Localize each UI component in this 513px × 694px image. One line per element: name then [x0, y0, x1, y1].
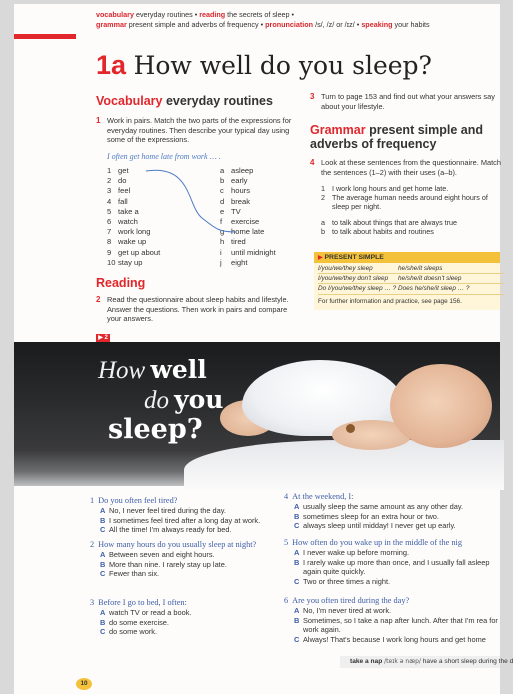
- answer-option[interactable]: [90, 618, 286, 628]
- answer-option[interactable]: [284, 548, 500, 558]
- present-simple-header: ▶ PRESENT SIMPLE: [314, 252, 500, 263]
- use-item: [321, 227, 503, 236]
- answer-text: do some exercise.: [109, 617, 169, 627]
- match-item-left-key: 9: [107, 247, 112, 257]
- answer-letter: B: [100, 617, 106, 627]
- question-label: Before I go to bed, I often:: [98, 598, 187, 607]
- match-item-left-text: do: [118, 176, 127, 186]
- match-item-right-text: early: [231, 176, 248, 186]
- present-simple-box: [314, 252, 500, 310]
- use-item: [321, 218, 503, 227]
- present-simple-footer: For further information and practice, see page 156.: [318, 298, 462, 305]
- contents-line-2: grammar present simple and adverbs of frequency • pronunciation /s/, /z/ or /ɪz/ • speaking your habits: [96, 20, 430, 29]
- match-item-right-key: b: [220, 176, 225, 186]
- answer-option[interactable]: [90, 550, 286, 560]
- answer-text: I never wake up before morning.: [303, 548, 409, 557]
- question-block: [284, 596, 500, 644]
- answer-text: I rarely wake up more than once, and I usually fall asleep again quite quickly.: [303, 557, 490, 576]
- match-item-left-text: stay up: [118, 257, 143, 267]
- present-simple-cell: I/you/we/they sleep: [318, 264, 398, 274]
- match-item-left-key: 8: [107, 237, 112, 247]
- answer-option[interactable]: [90, 560, 286, 570]
- match-item-right-text: until midnight: [231, 247, 276, 257]
- match-item-right-text: tired: [231, 237, 246, 247]
- answer-option[interactable]: [284, 512, 500, 522]
- match-item-left-text: get up about: [118, 247, 161, 257]
- question-block: [90, 538, 289, 579]
- answer-text: All the time! I'm always ready for bed.: [109, 525, 232, 534]
- answer-option[interactable]: [90, 608, 286, 618]
- match-item-right-key: c: [220, 186, 224, 196]
- answer-text: No, I'm never tired at work.: [303, 606, 392, 615]
- top-accent-bar: [14, 34, 76, 39]
- grammar-heading: Grammar present simple and adverbs of frequency: [310, 123, 484, 151]
- lesson-title: [96, 50, 432, 81]
- contents-line-1: vocabulary everyday routines • reading the secrets of sleep •: [96, 10, 295, 19]
- unit-contents-strip: [96, 10, 506, 30]
- match-item-left-text: fall: [118, 196, 128, 206]
- answer-text: Always! That's because I work long hours and get home: [303, 634, 486, 644]
- exercise-1: 1 Work in pairs. Match the two parts of the expressions for everyday routines. Then describe your typical day using some of the expressions.: [96, 116, 292, 144]
- answer-letter: B: [294, 557, 300, 567]
- example-sentence: I often get home late from work … .: [107, 152, 221, 161]
- answer-letter: B: [294, 511, 300, 521]
- match-item-left-key: 4: [107, 196, 112, 206]
- answer-letter: B: [100, 559, 106, 569]
- answer-text: Sometimes, so I take a nap after lunch. After that I'm rea for work again.: [303, 615, 498, 634]
- answer-letter: A: [294, 548, 300, 557]
- use-item-text: to talk about habits and routines: [332, 227, 434, 237]
- answer-text: More than nine. I rarely stay up late.: [109, 559, 227, 569]
- present-simple-cell: I/you/we/they don't sleep: [318, 274, 398, 284]
- match-item-left-text: watch: [118, 217, 138, 227]
- answer-option[interactable]: [284, 521, 500, 531]
- answer-text: Two or three times a night.: [303, 576, 391, 586]
- match-item-right-text: home late: [231, 227, 265, 237]
- audio-track-badge[interactable]: ▶ 2: [96, 334, 110, 342]
- question-text: [90, 496, 286, 506]
- match-item-left-key: 2: [107, 176, 112, 186]
- answer-text: sometimes sleep for an extra hour or two.: [303, 511, 439, 521]
- answer-letter: B: [294, 615, 300, 625]
- answer-letter: C: [100, 627, 106, 636]
- answer-option[interactable]: [284, 635, 500, 645]
- triangle-icon: ▶: [318, 255, 323, 261]
- answer-letter: A: [100, 506, 106, 515]
- question-label: Do you often feel tired?: [98, 496, 178, 505]
- example-item-text: I work long hours and get home late.: [332, 184, 449, 193]
- match-item-right-key: i: [220, 247, 222, 257]
- question-block: [90, 596, 289, 637]
- question-text: [90, 596, 289, 608]
- present-simple-cell: Does he/she/it sleep … ?: [398, 284, 504, 294]
- match-item-right-text: eight: [231, 257, 248, 267]
- match-item-left-key: 5: [107, 206, 112, 216]
- question-number: 1: [90, 496, 95, 505]
- use-item-text: to talk about things that are always true: [332, 218, 458, 227]
- present-simple-cell: he/she/it sleeps: [398, 264, 504, 274]
- exercise-4: 4 Look at these sentences from the questionnaire. Match the sentences (1–2) with their uses (a–b).: [310, 158, 501, 177]
- question-block: [284, 538, 500, 586]
- answer-letter: A: [294, 606, 300, 615]
- answer-letter: C: [294, 576, 300, 586]
- example-item-text: The average human needs around eight hours of sleep per night.: [332, 193, 488, 212]
- answer-text: Fewer than six.: [109, 569, 160, 578]
- match-item-left-key: 10: [107, 257, 116, 267]
- answer-letter: A: [294, 502, 300, 511]
- answer-text: usually sleep the same amount as any other day.: [303, 502, 464, 511]
- use-item-key: a: [321, 218, 325, 227]
- match-item-right-key: a: [220, 166, 225, 175]
- question-label: How many hours do you usually sleep at night?: [98, 540, 257, 549]
- answer-letter: C: [294, 521, 300, 530]
- question-number: 2: [90, 540, 95, 549]
- textbook-page: [14, 4, 513, 694]
- glossary-footnote: take a nap /teɪk ə næp/ have a short sleep during the d: [340, 656, 500, 668]
- match-item-right-text: TV: [231, 206, 241, 216]
- match-item-left-text: take a: [118, 206, 139, 216]
- question-block: [90, 496, 286, 535]
- question-label: At the weekend, I:: [292, 492, 354, 501]
- match-item-right-text: asleep: [231, 166, 254, 175]
- example-item-key: 1: [321, 184, 325, 193]
- example-item-key: 2: [321, 193, 325, 203]
- sleeping-baby-photo: [14, 342, 500, 486]
- answer-option[interactable]: [284, 616, 500, 635]
- match-item-left-text: work long: [118, 227, 151, 237]
- match-item-left-key: 7: [107, 227, 112, 237]
- present-simple-cell: he/she/it doesn't sleep: [398, 274, 504, 284]
- question-text: [284, 538, 500, 548]
- match-item-right-key: j: [220, 257, 222, 267]
- match-item-right: [220, 248, 304, 258]
- lesson-number: 1a: [96, 50, 127, 80]
- lesson-title-text: How well do you sleep?: [133, 51, 432, 80]
- grammar-examples: [321, 184, 503, 212]
- match-item-left-key: 3: [107, 186, 112, 196]
- match-item-right-key: h: [220, 237, 225, 247]
- present-simple-cell: Do I/you/we/they sleep … ?: [318, 284, 398, 294]
- match-item-right: [220, 237, 304, 247]
- match-item-right-text: break: [231, 196, 250, 206]
- match-item-left-key: 1: [107, 166, 112, 175]
- question-block: [284, 492, 500, 531]
- match-item-left: [107, 258, 167, 268]
- question-text: [90, 538, 289, 550]
- questionnaire-title: How well do you sleep?: [98, 355, 224, 445]
- answer-text: No, I never feel tired during the day.: [109, 506, 226, 515]
- answer-text: do some work.: [109, 627, 158, 636]
- question-label: Are you often tired during the day?: [292, 596, 410, 605]
- exercise-2: 2 Read the questionnaire about sleep habits and lifestyle. Answer the questions. Then work in pairs and compare your answers.: [96, 295, 289, 323]
- grammar-uses: [321, 218, 503, 236]
- match-item-left-text: get: [118, 166, 129, 175]
- answer-option[interactable]: [90, 525, 286, 535]
- answer-letter: C: [294, 634, 300, 644]
- answer-letter: A: [100, 550, 106, 559]
- match-item-left-text: feel: [118, 186, 131, 196]
- answer-text: Between seven and eight hours.: [109, 550, 215, 559]
- answer-letter: A: [100, 608, 106, 617]
- answer-text: always sleep until midday! I never get up early.: [303, 521, 456, 530]
- answer-option[interactable]: [284, 558, 500, 577]
- example-item: [321, 193, 503, 211]
- match-item-left-key: 6: [107, 217, 112, 227]
- match-item-right-key: g: [220, 227, 225, 237]
- question-text: [284, 596, 500, 606]
- answer-option[interactable]: [284, 577, 500, 587]
- present-simple-table: [314, 263, 500, 295]
- match-item-right-text: hours: [231, 186, 250, 196]
- answer-option[interactable]: [90, 569, 286, 579]
- match-item-right-text: exercise: [231, 217, 260, 227]
- answer-letter: C: [100, 569, 106, 578]
- answer-option[interactable]: [90, 506, 286, 516]
- answer-letter: C: [100, 525, 106, 534]
- question-number: 3: [90, 598, 95, 607]
- match-item-left-text: wake up: [118, 237, 147, 247]
- answer-letter: B: [100, 515, 106, 525]
- match-item-right-key: f: [220, 217, 223, 227]
- match-item-left: [107, 237, 167, 247]
- page-number: 10: [76, 678, 92, 690]
- reading-heading: Reading: [96, 276, 146, 290]
- answer-text: watch TV or read a book.: [109, 608, 192, 617]
- match-item-right-key: e: [220, 206, 225, 216]
- vocabulary-heading: Vocabulary everyday routines: [96, 94, 273, 108]
- match-item-right: [220, 258, 304, 268]
- use-item-key: b: [321, 227, 325, 237]
- answer-option[interactable]: [284, 502, 500, 512]
- match-item-right-key: d: [220, 196, 225, 206]
- question-text: [284, 492, 500, 502]
- question-label: How often do you wake up in the middle of the nig: [292, 538, 462, 547]
- question-number: 4: [284, 492, 289, 501]
- example-item: [321, 184, 503, 193]
- exercise-3: 3 Turn to page 153 and find out what your answers say about your lifestyle.: [310, 92, 495, 111]
- match-line: [132, 166, 242, 236]
- question-number: 5: [284, 538, 289, 547]
- answer-text: I sometimes feel tired after a long day at work.: [109, 515, 261, 525]
- question-number: 6: [284, 596, 289, 605]
- answer-option[interactable]: [90, 516, 286, 526]
- answer-option[interactable]: [284, 606, 500, 616]
- answer-option[interactable]: [90, 627, 286, 637]
- match-item-left: [107, 248, 167, 258]
